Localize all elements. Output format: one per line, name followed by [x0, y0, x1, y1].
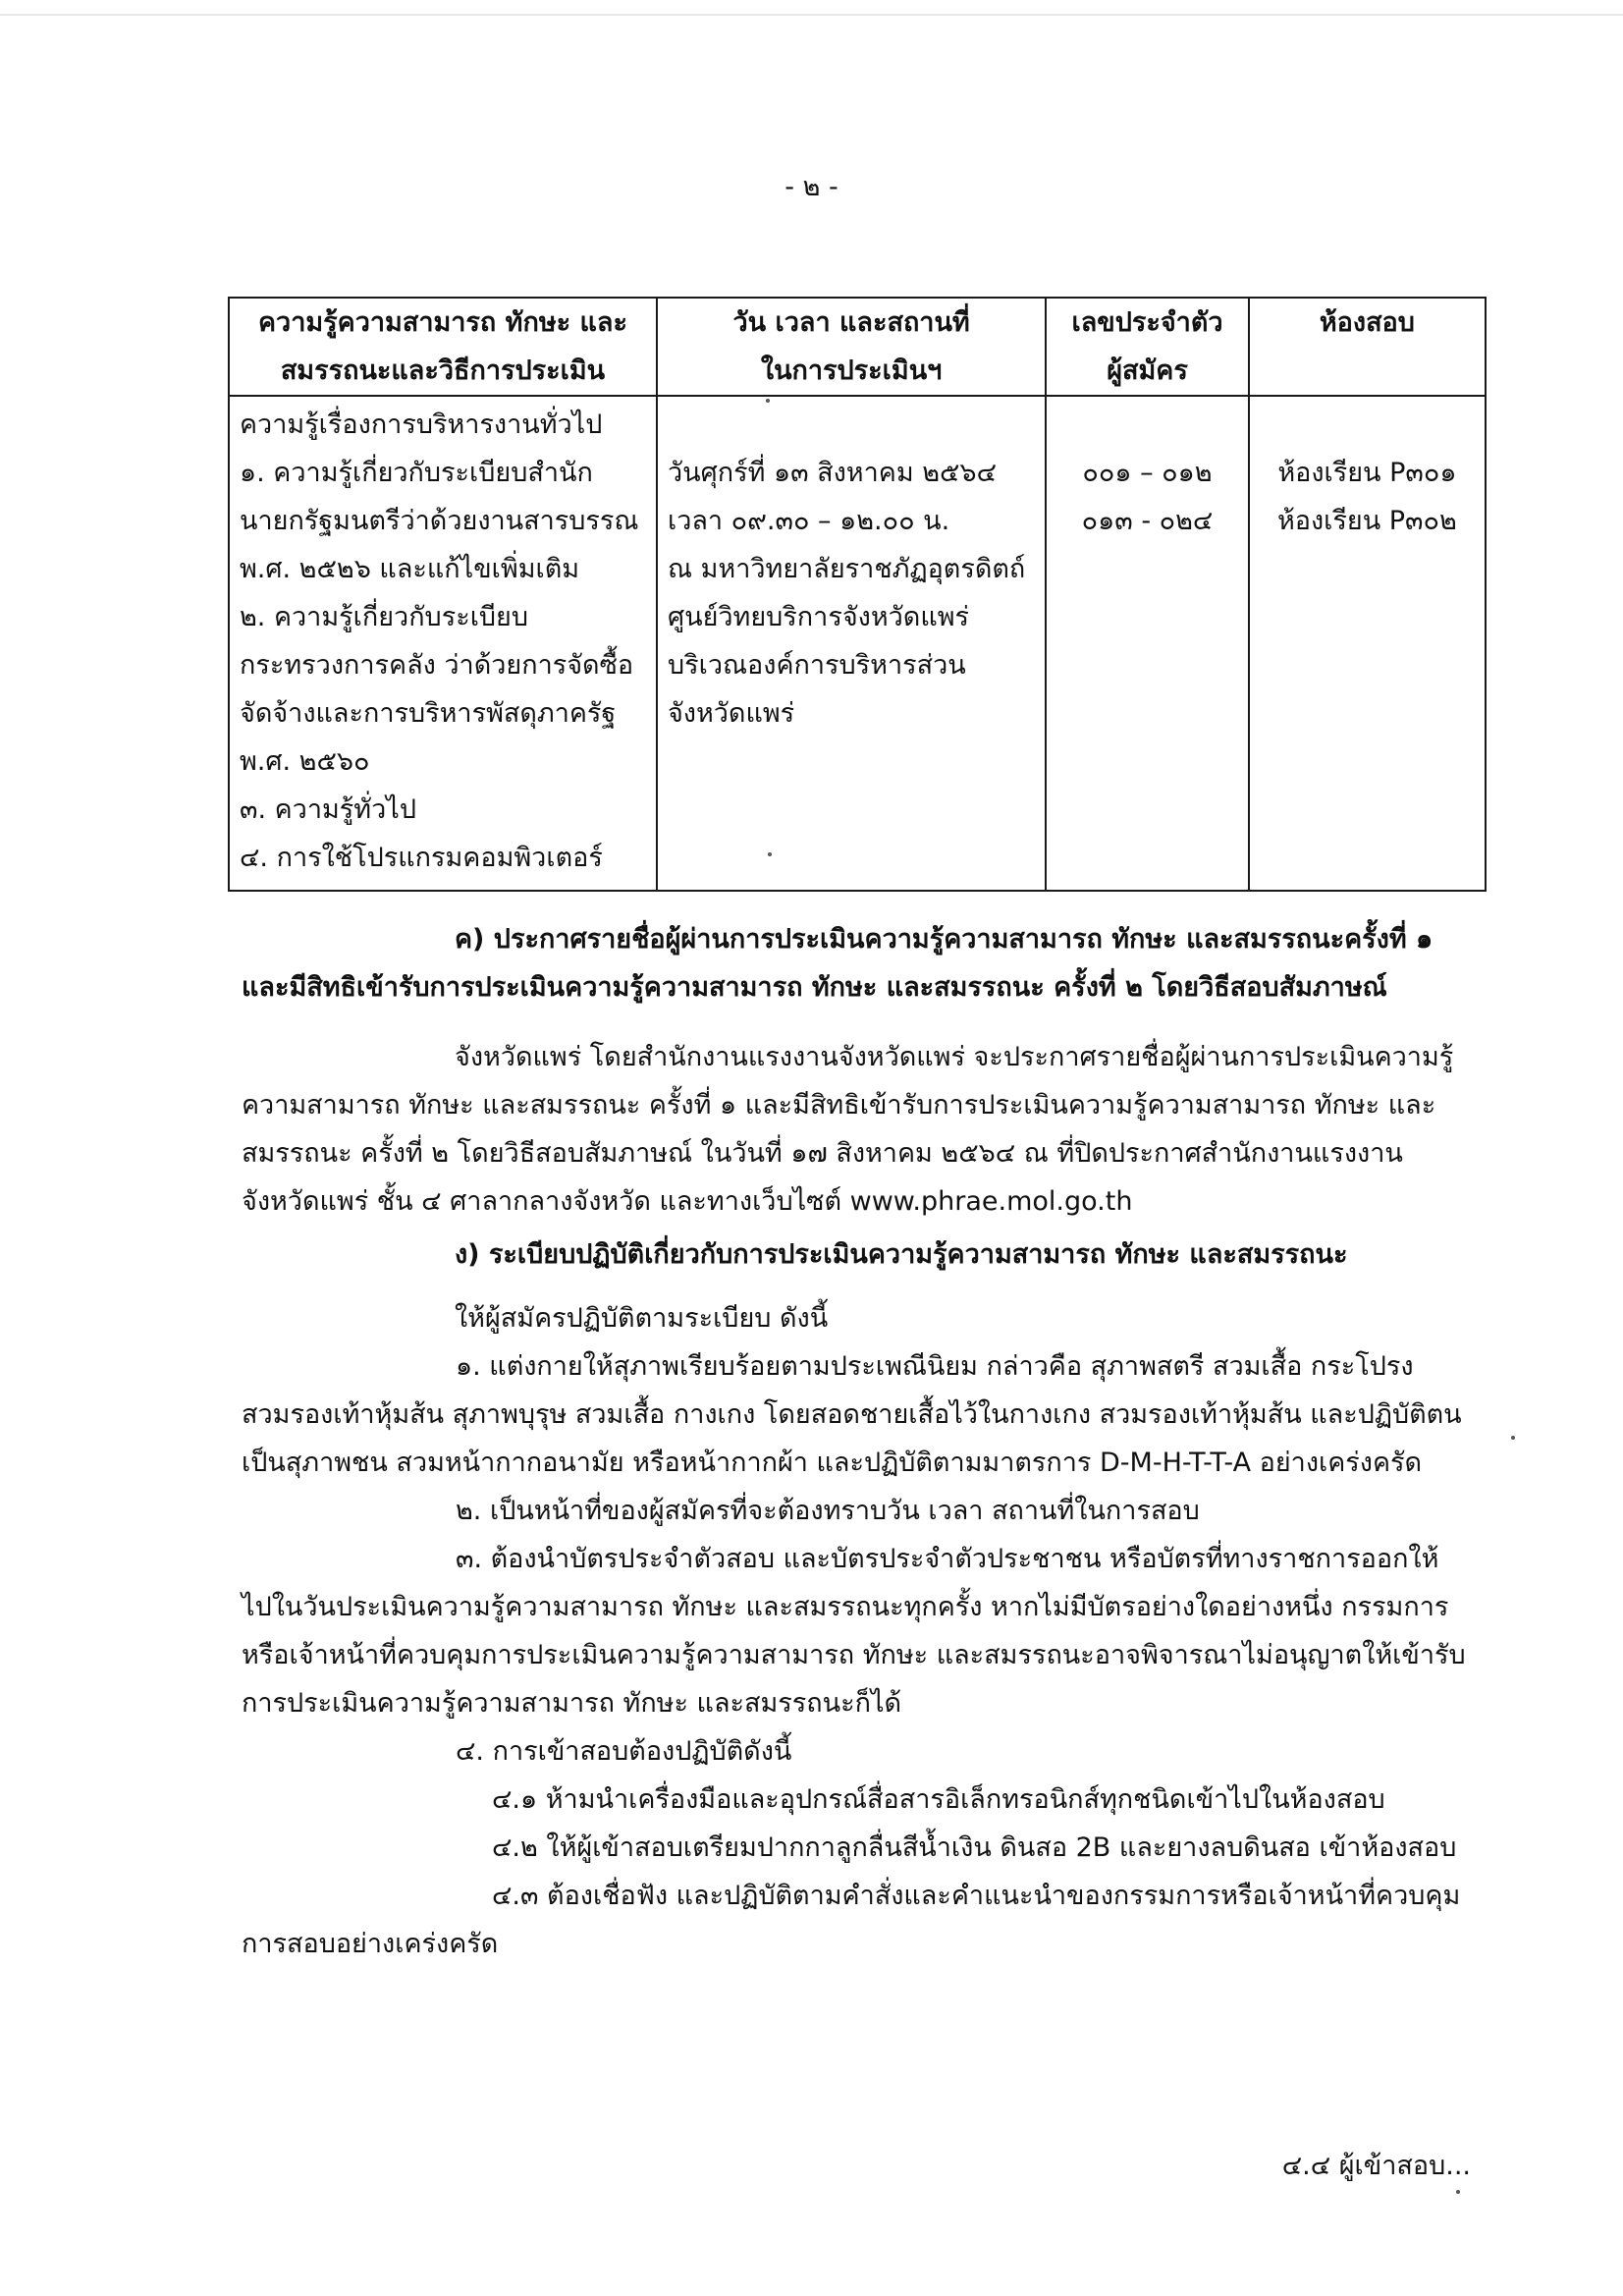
- header-date-place: วัน เวลา และสถานที่ ในการประเมินฯ: [657, 298, 1046, 396]
- rule-line: ให้ผู้สมัครปฏิบัติตามระเบียบ ดังนี้: [455, 1303, 829, 1334]
- scan-edge-line: [0, 14, 1623, 16]
- scan-speck: [766, 399, 770, 403]
- continuation-reference: ๔.๔ ผู้เข้าสอบ...: [1281, 2151, 1471, 2181]
- competency-cell: ความรู้เรื่องการบริหารงานทั่วไป ๑. ความรู้เกี่ยวกับระเบียบสำนัก นายกรัฐมนตรีว่าด้วยงานสารบรรณ พ.ศ. ๒๕๒๖ และแก้ไขเพิ่มเติม ๒. ความรู้เกี่ยวกับระเบียบ กระทรวงการคลัง ว่าด้วยการจัดซื้อ จัดจ้างและการบริหารพัสดุภาครัฐ พ.ศ. ๒๕๖๐ ๓. ความรู้ทั่วไป ๔. การใช้โปรแกรมคอมพิวเตอร์: [229, 396, 657, 891]
- rule-line: สวมรองเท้าหุ้มส้น สุภาพบุรุษ สวมเสื้อ กางเกง โดยสอดชายเสื้อไว้ในกางเกง สวมรองเท้าหุ้มส้น และปฏิบัติตน: [242, 1399, 1462, 1430]
- section-c-body: จังหวัดแพร่ โดยสำนักงานแรงงานจังหวัดแพร่ จะประกาศรายชื่อผู้ผ่านการประเมินความรู้ ความสามารถ ทักษะ และสมรรถนะ ครั้งที่ ๑ และมีสิทธิเข้ารับการประเมินความรู้ความสามารถ ทักษะ และ สมรรถนะ ครั้งที่ ๒ โดยวิธีสอบสัมภาษณ์ ในวันที่ ๑๗ สิงหาคม ๒๕๖๔ ณ ที่ปิดประกาศสำนักงานแรงงาน จังหวัดแพร่ ชั้น ๔ ศาลากลางจังหวัด และทางเว็บไซต์ www.phrae.mol.go.th: [242, 1042, 1454, 1217]
- scan-speck: [1456, 2190, 1460, 2194]
- page-number: - ๒ -: [784, 172, 839, 202]
- section-d-heading: ง) ระเบียบปฏิบัติเกี่ยวกับการประเมินความรู้ความสามารถ ทักษะ และสมรรถนะ: [455, 1239, 1348, 1270]
- rule-line: ๓. ต้องนำบัตรประจำตัวสอบ และบัตรประจำตัวประชาชน หรือบัตรที่ทางราชการออกให้: [456, 1544, 1439, 1574]
- scan-speck: [1511, 1436, 1515, 1440]
- applicant-id-cell: ๐๐๑ – ๐๑๒ ๐๑๓ - ๐๒๔: [1046, 396, 1249, 891]
- table-row: [229, 396, 1486, 891]
- header-exam-room: ห้องสอบ: [1249, 298, 1486, 396]
- table-header-row: [229, 298, 1486, 396]
- rule-line: ๒. เป็นหน้าที่ของผู้สมัครที่จะต้องทราบวัน เวลา สถานที่ในการสอบ: [456, 1496, 1200, 1526]
- date-place-cell: วันศุกร์ที่ ๑๓ สิงหาคม ๒๕๖๔ เวลา ๐๙.๓๐ – ๑๒.๐๐ น. ณ มหาวิทยาลัยราชภัฏอุตรดิตถ์ ศูนย์วิทยบริการจังหวัดแพร่ บริเวณองค์การบริหารส่วน จังหวัดแพร่: [657, 396, 1046, 891]
- section-c-heading: ค) ประกาศรายชื่อผู้ผ่านการประเมินความรู้ความสามารถ ทักษะ และสมรรถนะครั้งที่ ๑ และมีสิทธิเข้ารับการประเมินความรู้ความสามารถ ทักษะ และสมรรถนะ ครั้งที่ ๒ โดยวิธีสอบสัมภาษณ์: [242, 924, 1434, 1003]
- rule-line: เป็นสุภาพชน สวมหน้ากากอนามัย หรือหน้ากากผ้า และปฏิบัติตามมาตรการ D-M-H-T-T-A อย่างเคร่งครัด: [242, 1448, 1423, 1478]
- rule-line: ๔.๑ ห้ามนำเครื่องมือและอุปกรณ์สื่อสารอิเล็กทรอนิกส์ทุกชนิดเข้าไปในห้องสอบ: [492, 1784, 1385, 1815]
- rule-line: ไปในวันประเมินความรู้ความสามารถ ทักษะ และสมรรถนะทุกครั้ง หากไม่มีบัตรอย่างใดอย่างหนึ่ง กรรมการ: [242, 1592, 1449, 1622]
- rule-line: การสอบอย่างเคร่งครัด: [242, 1929, 499, 1959]
- exam-schedule-table: [228, 297, 1487, 892]
- rule-line: ๔. การเข้าสอบต้องปฏิบัติดังนี้: [456, 1736, 792, 1767]
- rule-line: ๑. แต่งกายให้สุภาพเรียบร้อยตามประเพณีนิยม กล่าวคือ สุภาพสตรี สวมเสื้อ กระโปรง: [456, 1351, 1414, 1382]
- scan-speck: [768, 852, 772, 856]
- rule-line: หรือเจ้าหน้าที่ควบคุมการประเมินความรู้ความสามารถ ทักษะ และสมรรถนะอาจพิจารณาไม่อนุญาตให้เข้ารับ: [242, 1640, 1466, 1670]
- exam-room-cell: ห้องเรียน P๓๐๑ ห้องเรียน P๓๐๒: [1249, 396, 1486, 891]
- rule-line: ๔.๒ ให้ผู้เข้าสอบเตรียมปากกาลูกลื่นสีน้ำเงิน ดินสอ 2B และยางลบดินสอ เข้าห้องสอบ: [492, 1832, 1457, 1863]
- header-competency: ความรู้ความสามารถ ทักษะ และ สมรรถนะและวิธีการประเมิน: [229, 298, 657, 396]
- header-applicant-id: เลขประจำตัว ผู้สมัคร: [1046, 298, 1249, 396]
- rule-line: ๔.๓ ต้องเชื่อฟัง และปฏิบัติตามคำสั่งและคำแนะนำของกรรมการหรือเจ้าหน้าที่ควบคุม: [492, 1881, 1461, 1911]
- rules-list: [242, 1294, 1487, 1968]
- rule-line: การประเมินความรู้ความสามารถ ทักษะ และสมรรถนะก็ได้: [242, 1688, 902, 1719]
